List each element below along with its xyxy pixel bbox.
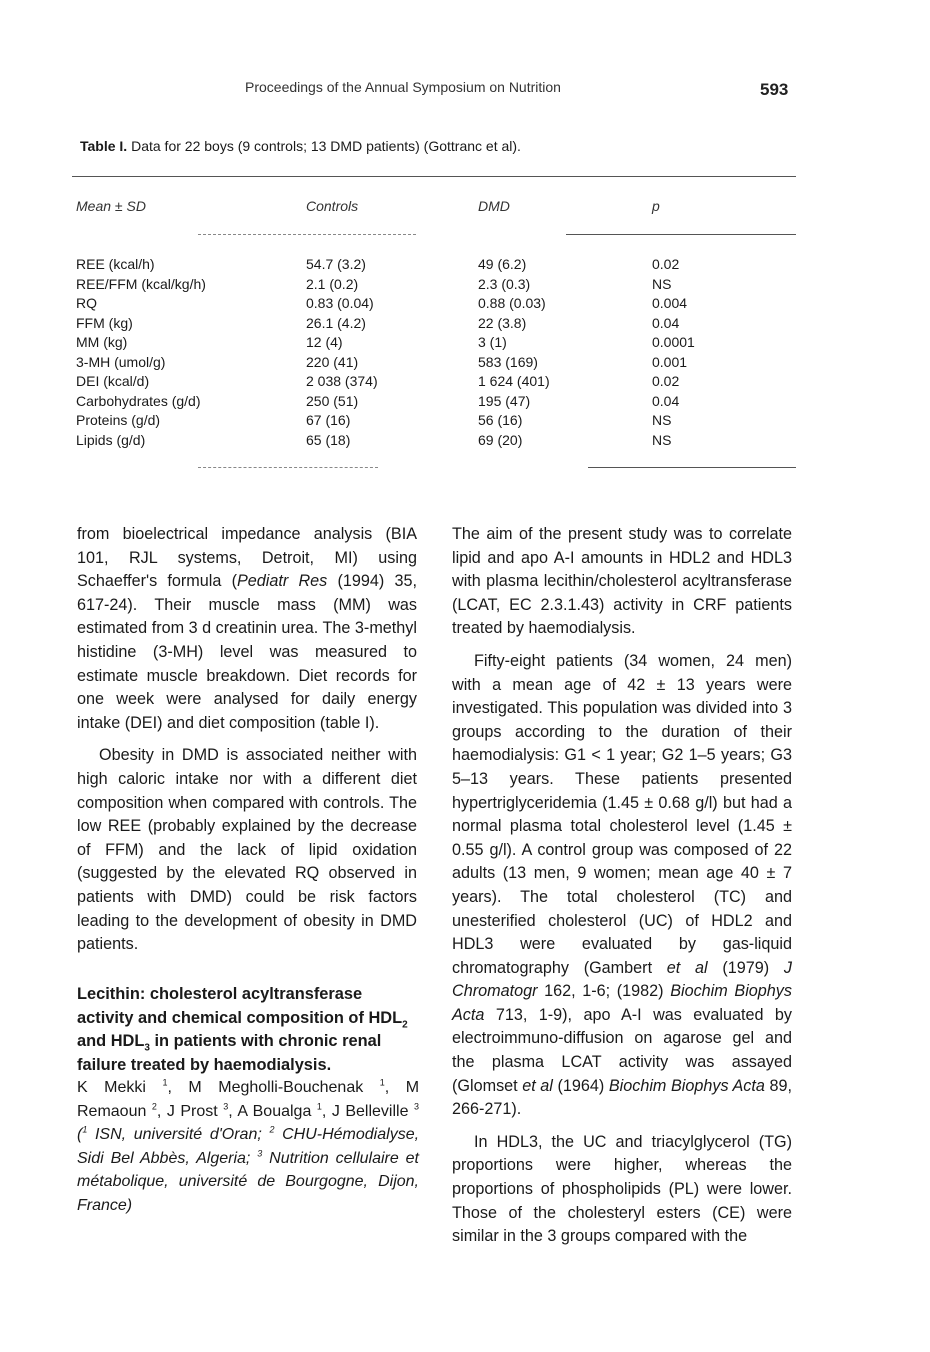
row-label: MM (kg) [76, 334, 128, 350]
author-name: M Megholli-Bouchenak [188, 1079, 364, 1096]
row-label: Lipids (g/d) [76, 431, 146, 448]
journal-name: Biochim Biophys Acta [608, 1076, 765, 1095]
dmd-value: 69 (20) [478, 431, 523, 448]
table-top-rule [72, 176, 796, 177]
p-value: NS [652, 431, 672, 448]
table-row [76, 314, 816, 334]
author-name: M Remaoun [77, 1079, 420, 1120]
p-value: NS [652, 275, 672, 292]
table-row [76, 275, 816, 295]
col-header-controls: Controls [306, 198, 359, 214]
p-value: 0.04 [652, 314, 680, 331]
controls-value: 250 (51) [306, 392, 359, 409]
author-name: J Belleville [331, 1102, 409, 1120]
table-row [76, 294, 816, 314]
p-value: 0.0001 [652, 334, 695, 350]
author-affiliation-mark: 3 [414, 1101, 420, 1112]
table-header-rule-right [566, 234, 796, 235]
dmd-value: 1 624 (401) [478, 373, 550, 389]
table-caption [80, 138, 521, 154]
title-text: Lecithin: cholesterol acyltransferase activity and chemical composition of HDL [77, 985, 403, 1027]
affiliations: ($^1$ ISN, université d'Oran; $^2$ CHU-Hémodialyse, Sidi Bel Abbès, Algeria; $^3$ Nutrition cellulaire et métabolique, université de Bourgogne, Dijon, France) [77, 1124, 420, 1214]
controls-value: 54.7 (3.2) [306, 256, 366, 272]
row-label: Carbohydrates (g/d) [76, 392, 201, 409]
abstract-title [77, 983, 422, 1077]
dmd-value: 49 (6.2) [478, 256, 527, 272]
text-run: Fifty-eight patients (34 women, 24 men) with a mean age of 42 ± 13 years were investigated. This population was divided into 3 groups according to the duration of their haemodialysis: G1 < 1 year; G2 1–5 years; G3 5–13 years. These patients presented hypertriglyceridemia (1.45 ± 0.68 g/l) but had a normal plasma total cholesterol level (1.45 ± 0.55 g/l). A control group was composed of 22 adults (13 men, 9 women; mean age 40 ± 7 years). The total cholesterol (TC) and unesterified cholesterol (UC) of HDL2 and HDL3 were evaluated by gas-liquid chromatography (Gambert [452, 651, 792, 977]
dmd-value: 22 (3.8) [478, 314, 527, 331]
et-al: et al [666, 958, 708, 977]
text-run: (1979) [707, 958, 784, 977]
subscript: 2 [402, 1018, 408, 1030]
author-list: K Mekki $^1$, M Megholli-Bouchenak $^1$, M Remaoun $^2$, J Prost $^3$, A Boualga $^1$, J Belleville $^3$ ($^1$ ISN, université d'Oran; $^2$ CHU-Hémodialyse, Sidi Bel Abbès, Algeria; $^3$ Nutrition cellulaire et métabolique, université de Bourgogne, Dijon, France) [77, 1077, 420, 1214]
right-column [452, 523, 792, 1249]
author-name: K Mekki [77, 1079, 146, 1096]
dmd-value: 583 (169) [478, 353, 538, 370]
row-label: 3-MH (umol/g) [76, 353, 166, 370]
et-al: et al [522, 1076, 553, 1095]
row-label: REE/FFM (kcal/kg/h) [76, 275, 206, 292]
right-paragraph-3: In HDL3, the UC and triacylglycerol (TG) proportions were higher, whereas the proportions of phospholipids (PL) were lower. Those of the cholesteryl esters (CE) were similar in the 3 groups compared with the [452, 1132, 792, 1246]
col-header-dmd: DMD [478, 198, 510, 214]
row-label: DEI (kcal/d) [76, 373, 150, 389]
col-header-mean-sd: Mean ± SD [76, 198, 146, 214]
controls-value: 12 (4) [306, 334, 343, 350]
text-run: (1994) 35, 617-24). Their muscle mass (MM) was estimated from 3 d creatinin urea. The 3-methyl histidine (3-MH) level was measured to estimate muscle breakdown. Diet records for one week were analysed for daily energy intake (DEI) and diet composition (table I). [77, 572, 418, 732]
col-header-p: p [652, 198, 660, 214]
p-value: 0.004 [652, 295, 688, 311]
table-row [76, 353, 816, 373]
left-paragraph-2: Obesity in DMD is associated neither with high caloric intake nor with a different diet composition when compared with controls. The low REE (probably explained by the decrease of FFM) and the lack of lipid oxidation (suggested by the elevated RQ observed in patients with DMD) could be risk factors leading to the development of obesity in DMD patients. [77, 746, 417, 954]
right-paragraph-1: The aim of the present study was to correlate lipid and apo A-I amounts in HDL2 and HDL3 with plasma lecithin/cholesterol acyltransferase (LCAT, EC 2.3.1.43) activity in CRF patients treated by haemodialysis. [452, 525, 792, 638]
text-run: 162, 1-6; (1982) [537, 982, 671, 1001]
table-body [76, 255, 816, 450]
table-row [76, 431, 816, 451]
row-label: FFM (kg) [76, 314, 133, 331]
author-affiliation-mark: 1 [162, 1077, 168, 1088]
journal-name: Pediatr Res [236, 572, 328, 591]
controls-value: 67 (16) [306, 412, 351, 428]
row-label: RQ [76, 295, 97, 311]
text-run: 713, 1-9), apo A-I was evaluated by electroimmuno-diffusion on agarose gel and the plasma LCAT activity was assayed (Glomset [452, 1005, 792, 1095]
table-header-rule [198, 234, 416, 235]
p-value: 0.04 [652, 392, 680, 409]
page-number: 593 [760, 80, 789, 99]
p-value: NS [652, 412, 672, 428]
right-paragraph-2 [452, 650, 792, 1122]
dmd-value: 195 (47) [478, 392, 531, 409]
table-row [76, 392, 816, 412]
table-bottom-rule-right [588, 467, 796, 468]
author-affiliation-mark: 2 [151, 1101, 157, 1112]
row-label: Proteins (g/d) [76, 412, 161, 428]
table-bottom-rule [198, 467, 378, 468]
table-row [76, 333, 816, 353]
left-column [77, 523, 417, 957]
table-caption-text: Data for 22 boys (9 controls; 13 DMD patients) (Gottranc et al). [131, 138, 521, 154]
affiliation-3: Nutrition cellulaire et métabolique, université de Bourgogne, Dijon, France) [77, 1149, 419, 1214]
controls-value: 0.83 (0.04) [306, 295, 374, 311]
running-head: Proceedings of the Annual Symposium on Nutrition [245, 79, 561, 95]
table-row [76, 372, 816, 392]
author-name: A Boualga [237, 1102, 312, 1120]
table-row [76, 255, 816, 275]
author-affiliation-mark: 1 [316, 1101, 322, 1112]
controls-value: 2.1 (0.2) [306, 275, 359, 292]
controls-value: 65 (18) [306, 431, 351, 448]
text-run: 89, 266-271). [452, 1076, 792, 1119]
dmd-value: 2.3 (0.3) [478, 275, 531, 292]
author-affiliation-mark: 3 [223, 1101, 229, 1112]
journal-name: Biochim Biophys Acta [452, 982, 792, 1024]
p-value: 0.02 [652, 256, 680, 272]
journal-name: J Chromatogr [452, 958, 792, 1001]
controls-value: 26.1 (4.2) [306, 314, 366, 331]
p-value: 0.02 [652, 373, 680, 389]
author-name: J Prost [166, 1102, 218, 1120]
text-run: (1964) [552, 1076, 609, 1095]
left-paragraph-1 [77, 523, 417, 735]
controls-value: 2 038 (374) [306, 373, 378, 389]
row-label: REE (kcal/h) [76, 256, 155, 272]
table-label: Table I. [80, 138, 128, 154]
dmd-value: 0.88 (0.03) [478, 295, 546, 311]
subscript: 3 [144, 1042, 150, 1054]
author-affiliation-mark: 1 [379, 1077, 385, 1088]
title-text: and HDL [77, 1032, 145, 1051]
p-value: 0.001 [652, 353, 688, 370]
text-run: from bioelectrical impedance analysis (BIA 101, RJL systems, Detroit, MI) using Schaeffer's formula ( [77, 525, 417, 591]
dmd-value: 3 (1) [478, 334, 507, 350]
affiliation-1: ISN, université d'Oran; [94, 1126, 262, 1144]
affiliation-2: CHU-Hémodialyse, Sidi Bel Abbès, Algeria; [77, 1126, 420, 1167]
table-row [76, 411, 816, 431]
controls-value: 220 (41) [306, 353, 359, 370]
title-text: in patients with chronic renal failure treated by haemodialysis. [77, 1032, 382, 1074]
dmd-value: 56 (16) [478, 412, 523, 428]
